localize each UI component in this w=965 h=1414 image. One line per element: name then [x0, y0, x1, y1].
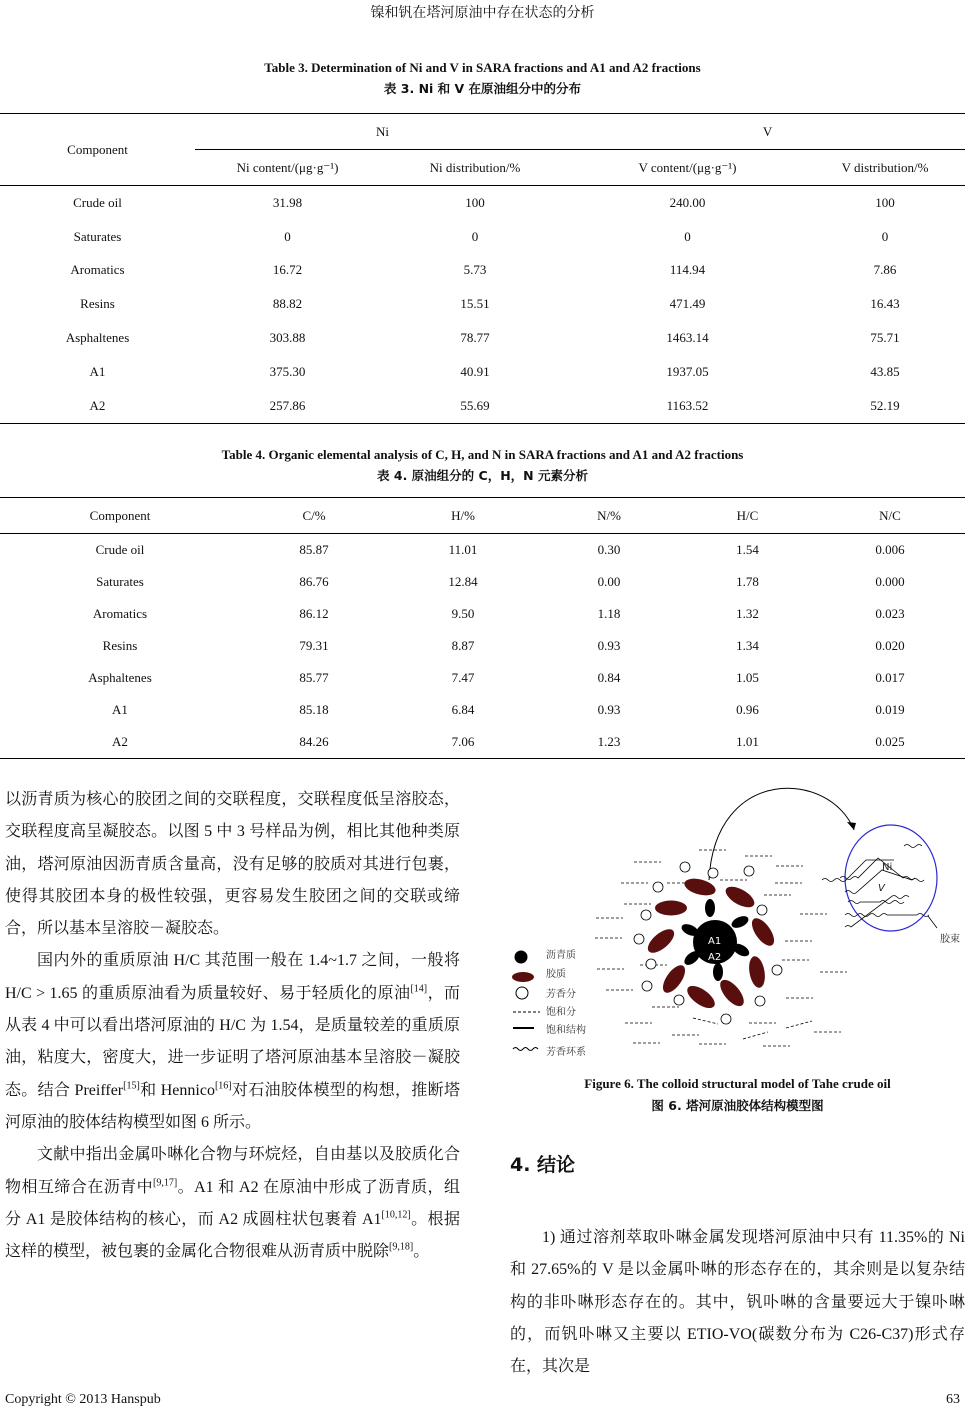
table-cell: 31.98 — [272, 194, 303, 210]
resin-ellipse — [722, 883, 757, 912]
core-label-a2: A2 — [708, 952, 722, 963]
right-column-text — [510, 1222, 965, 1383]
table-row — [0, 287, 965, 321]
citation[interactable]: [16] — [214, 1080, 232, 1092]
aromatic-circle — [634, 934, 644, 944]
resin-ellipse — [644, 925, 678, 957]
table-cell: 303.88 — [269, 330, 306, 346]
table-row — [0, 726, 965, 759]
aromatic-circle — [680, 862, 690, 872]
citation[interactable]: [15] — [123, 1080, 140, 1092]
table-cell: 16.72 — [272, 262, 303, 278]
table3-caption-en: Table 3. Determination of Ni and V in SARA fractions and A1 and A2 fractions — [264, 60, 701, 75]
table-header-cell: N/C — [815, 498, 965, 534]
table-cell: 55.69 — [460, 397, 490, 413]
legend-label: 芳香分 — [546, 989, 576, 1000]
aromatic-circle — [757, 905, 767, 915]
table-cell: 1163.52 — [666, 397, 709, 413]
header-ni-distribution: Ni distribution/% — [380, 150, 570, 186]
table-cell: 7.47 — [451, 670, 475, 685]
table-cell: 86.12 — [299, 606, 329, 621]
table-cell: 75.71 — [870, 330, 900, 346]
table-cell: 0 — [471, 228, 479, 244]
table-cell: Resins — [80, 296, 115, 312]
arrow-head-icon — [847, 822, 856, 830]
header-v: V — [762, 123, 773, 139]
table-cell: A1 — [89, 363, 106, 379]
table-cell: 88.82 — [272, 296, 303, 312]
table-cell: 0.93 — [597, 638, 621, 653]
text-segment: 国内外的重质原油 H/C 其范围一般在 1.4~1.7 之间，一般将 H/C > 1.65 的重质原油看为质量较好、易于轻质化的原油 — [5, 952, 460, 1002]
citation[interactable]: [10,12] — [381, 1209, 411, 1221]
table-cell: 0 — [881, 228, 889, 244]
body-paragraph — [5, 1139, 460, 1268]
text-segment: ，而从表 4 中可以看出塔河原油的 H/C 为 1.54，是质量较差的重质原油，粘度大，密度大，进一步证明了塔河原油基本呈溶胶－凝胶态。结合 Preiffer — [5, 984, 460, 1099]
conclusion-paragraph: 1) 通过溶剂萃取卟啉金属发现塔河原油中只有 11.35%的 Ni 和 27.65%的 V 是以金属卟啉的形态存在的，其余则是以复杂结构的非卟啉形态存在的。其中，钒卟啉的含量要远大于镍卟啉的，而钒卟啉又主要以 ETIO-VO(碳数分布为 C26-C37)形式存在，其次是 — [510, 1229, 965, 1376]
text-segment: 对石油胶体模型的构想，推断塔河原油的胶体结构模型如图 6 所示。 — [5, 1081, 460, 1131]
table-cell: 1.32 — [736, 606, 759, 621]
table-cell: 257.86 — [269, 397, 306, 413]
table-cell: 0 — [684, 228, 691, 244]
table-cell: 0.84 — [597, 670, 621, 685]
aromatic-circle — [772, 965, 782, 975]
header-ni-content: Ni content/(μg·g⁻¹) — [195, 150, 380, 186]
saturate-dash — [743, 1032, 768, 1039]
text-segment: 。 — [413, 1243, 430, 1261]
table-cell: 1.05 — [736, 670, 759, 685]
resin-ellipse — [747, 955, 767, 989]
table-cell: 5.73 — [463, 262, 487, 278]
text-segment: 以沥青质为核心的胶团之间的交联程度，交联程度低呈溶胶态，交联程度高呈凝胶态。以图 5 中 3 号样品为例，相比其他种类原油，塔河原油因沥青质含量高，没有足够的胶质对其进行包裹，使得其胶团本身的极性较强，更容易发生胶团之间的交联或缔合，所以基本呈溶胶－凝胶态。 — [5, 791, 460, 938]
table-cell: 0.96 — [736, 702, 759, 717]
table-row — [0, 694, 965, 726]
table-cell: 7.86 — [873, 262, 897, 278]
text-segment: 。根据这样的模型，被包裹的金属化合物很难从沥青质中脱除 — [5, 1210, 460, 1261]
table-row — [0, 534, 965, 567]
table-cell: Crude oil — [73, 194, 122, 210]
table-cell: 0.30 — [597, 542, 621, 557]
figure6-caption-en: Figure 6. The colloid structural model of Tahe crude oil — [584, 1076, 891, 1091]
aromatic-circle — [674, 995, 684, 1005]
micelle-label: 胶束 — [940, 934, 960, 945]
resin-ellipse — [683, 876, 718, 899]
table-cell: 85.87 — [299, 542, 329, 557]
table-cell: Resins — [102, 638, 138, 653]
table-cell: 114.94 — [669, 262, 706, 278]
table-row — [0, 662, 965, 694]
table-cell: 0.020 — [875, 638, 905, 653]
header-v-distribution: V distribution/% — [805, 150, 965, 186]
table-row — [0, 186, 965, 220]
header-ni: Ni — [376, 123, 389, 139]
aromatic-circle — [642, 981, 652, 991]
table-cell: 86.76 — [299, 574, 329, 589]
text-segment: 和 Hennico — [139, 1081, 215, 1099]
legend-asphaltene-icon — [515, 951, 528, 964]
legend-label: 胶质 — [546, 969, 566, 980]
table-cell: 1937.05 — [666, 363, 709, 379]
table-cell: 52.19 — [870, 397, 900, 413]
metal-label-v: V — [878, 883, 885, 894]
figure6-colloid-model — [500, 770, 965, 1070]
footer-copyright: Copyright © 2013 Hanspub — [5, 1392, 161, 1407]
header-component: Component — [67, 141, 128, 157]
table-cell: 78.77 — [460, 330, 490, 346]
resin-ellipse — [655, 901, 687, 916]
table-cell: 1.01 — [736, 734, 759, 749]
text-segment: 。A1 和 A2 在原油中形成了沥青质，组分 A1 是胶体结构的核心，而 A2 成圆柱状包裹着 A1 — [5, 1178, 460, 1228]
table-cell: 375.30 — [269, 363, 306, 379]
table3-caption-zh: 表 3. Ni 和 V 在原油组分中的分布 — [383, 81, 582, 96]
table-cell: 0.019 — [875, 702, 905, 717]
table-cell: 12.84 — [448, 574, 478, 589]
table-cell: 0.017 — [875, 670, 905, 685]
table-cell: 16.43 — [870, 296, 900, 312]
citation[interactable]: [14] — [410, 983, 428, 995]
table-row — [0, 630, 965, 662]
table-header-cell: N/% — [538, 498, 680, 534]
table-header-cell: H/% — [388, 498, 538, 534]
table-row — [0, 355, 965, 389]
table-cell: 6.84 — [451, 702, 475, 717]
table4-caption-zh: 表 4. 原油组分的 C，H，N 元素分析 — [377, 468, 588, 483]
figure-legend — [512, 948, 586, 1058]
table-header-cell: C/% — [240, 498, 388, 534]
table-cell: 471.49 — [669, 296, 706, 312]
table-cell: 0.006 — [875, 542, 905, 557]
aromatic-circle — [653, 882, 663, 892]
table-cell: 85.77 — [299, 670, 329, 685]
table4-caption-en: Table 4. Organic elemental analysis of C, H, and N in SARA fractions and A1 and A2 fractions — [221, 447, 744, 462]
text-segment: 文献中指出金属卟啉化合物与环烷烃，自由基以及胶质化合物相互缔合在沥青中 — [5, 1146, 460, 1196]
table-cell: 7.06 — [451, 734, 475, 749]
resin-ellipse — [716, 976, 748, 1010]
table-cell: 8.87 — [451, 638, 475, 653]
table-row — [0, 598, 965, 630]
table-cell: 79.31 — [299, 638, 329, 653]
table-cell: 0 — [284, 228, 291, 244]
table-cell: Crude oil — [95, 542, 145, 557]
aromatic-circle — [708, 868, 718, 878]
table-row — [0, 321, 965, 355]
legend-aromatic-icon — [516, 987, 528, 999]
saturate-dash — [693, 1018, 718, 1024]
resin-ellipse — [659, 962, 690, 997]
legend-label: 芳香环系 — [546, 1047, 586, 1058]
table-cell: 15.51 — [460, 296, 490, 312]
table-cell: 1.18 — [597, 606, 621, 621]
body-paragraph — [5, 784, 460, 945]
table-cell: Aromatics — [70, 262, 125, 278]
table-cell: 11.01 — [448, 542, 478, 557]
aromatic-circle — [744, 866, 754, 876]
table-cell: A2 — [112, 734, 128, 749]
table-cell: 0.025 — [875, 734, 905, 749]
resin-ellipse — [684, 982, 719, 1013]
footer-page-number: 63 — [946, 1392, 960, 1407]
table-row — [0, 389, 965, 423]
aromatic-circle — [641, 910, 651, 920]
legend-label: 饱和分 — [546, 1007, 576, 1018]
table-row — [0, 220, 965, 254]
table-row — [0, 566, 965, 598]
saturate-dash — [786, 1021, 812, 1028]
table-cell: Aromatics — [92, 606, 148, 621]
left-column-text — [5, 784, 460, 1268]
legend-resin-icon — [512, 972, 534, 982]
table-cell: A2 — [89, 397, 106, 413]
table-cell: 0.93 — [597, 702, 621, 717]
table-cell: 240.00 — [669, 194, 706, 210]
aromatic-circle — [755, 996, 765, 1006]
micelle — [822, 825, 960, 945]
table-cell: Saturates — [96, 574, 144, 589]
running-head: 镍和钒在塔河原油中存在状态的分析 — [370, 5, 595, 21]
table-cell: 100 — [875, 194, 895, 210]
table-cell: 0.023 — [875, 606, 905, 621]
legend-label: 饱和结构 — [546, 1025, 586, 1036]
table-cell: Asphaltenes — [65, 330, 130, 346]
table-cell: 0.00 — [597, 574, 621, 589]
table-cell: 100 — [465, 194, 485, 210]
table4 — [0, 497, 965, 759]
table3 — [0, 113, 965, 424]
asphaltene-core — [680, 899, 752, 981]
table-cell: 1.34 — [736, 638, 759, 653]
table-header-cell: H/C — [680, 498, 815, 534]
table-cell: 1.78 — [736, 574, 759, 589]
aromatic-circle — [721, 1014, 731, 1024]
table-cell: A1 — [112, 702, 128, 717]
table-cell: 84.26 — [299, 734, 329, 749]
table-cell: 85.18 — [299, 702, 329, 717]
table-cell: 43.85 — [870, 363, 900, 379]
table-cell: 40.91 — [460, 363, 490, 379]
figure6-caption-zh: 图 6. 塔河原油胶体结构模型图 — [651, 1098, 824, 1113]
table-cell: Saturates — [73, 228, 122, 244]
citation[interactable]: [9,18] — [389, 1241, 414, 1253]
table-row — [0, 254, 965, 288]
table-cell: 1463.14 — [666, 330, 709, 346]
legend-aromatic-ring-icon — [513, 1048, 538, 1051]
table-cell: 9.50 — [451, 606, 475, 621]
aromatic-circle — [646, 959, 656, 969]
body-paragraph — [5, 945, 460, 1139]
core-label-a1: A1 — [708, 936, 722, 947]
table-cell: 0.000 — [875, 574, 905, 589]
header-v-content: V content/(μg·g⁻¹) — [570, 150, 805, 186]
legend-label: 沥青质 — [546, 950, 576, 961]
resin-ellipse — [748, 915, 779, 950]
metal-label-ni: Ni — [882, 862, 893, 873]
table-cell: 1.23 — [597, 734, 621, 749]
table-cell: 1.54 — [736, 542, 759, 557]
section-heading: 4. 结论 — [510, 1154, 576, 1176]
table-header-cell: Component — [0, 498, 240, 534]
table-cell: Asphaltenes — [88, 670, 152, 685]
citation[interactable]: [9,17] — [153, 1177, 178, 1189]
